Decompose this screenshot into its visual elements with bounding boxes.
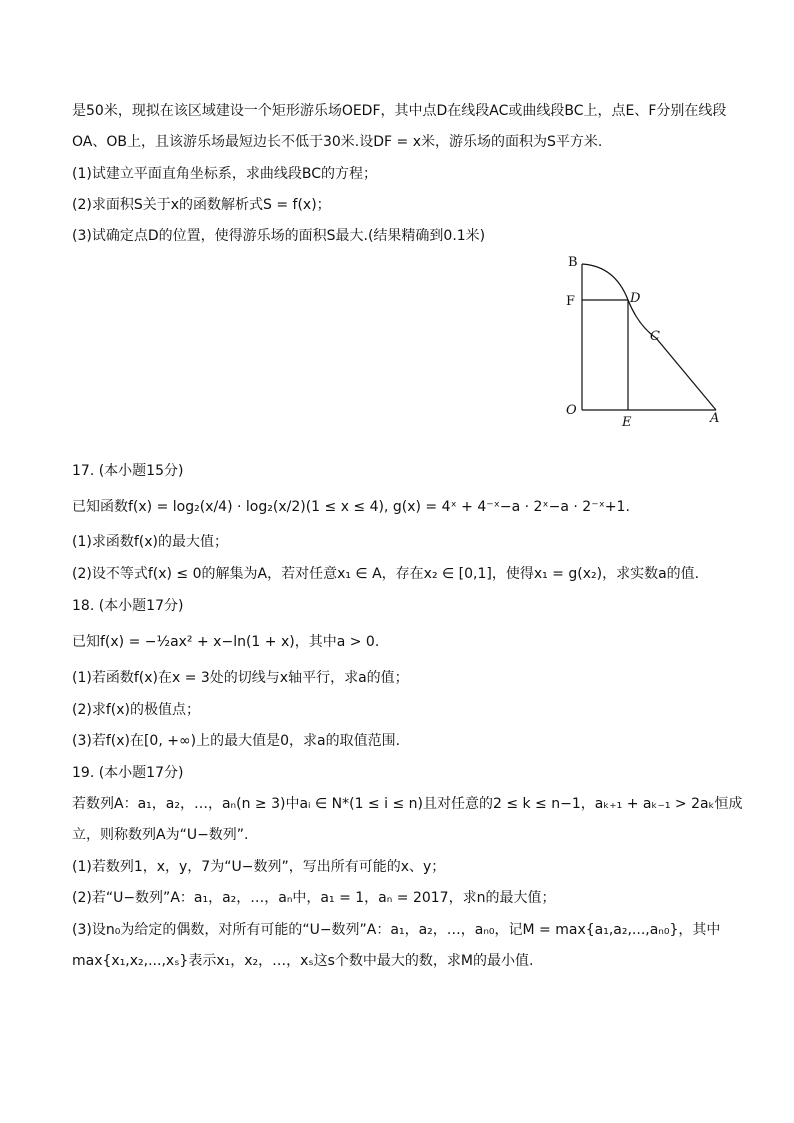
label-d: D [630,291,641,306]
problem-16-part-2: (2)求面积S关于x的函数解析式S = f(x)； [72,197,331,213]
problem-16-part-1: (1)试建立平面直角坐标系，求曲线段BC的方程； [72,166,377,182]
problem-16-intro-line-1: 是50米，现拟在该区域建设一个矩形游乐场OEDF，其中点D在线段AC或曲线段BC上，点E、F分别在线段 [72,103,727,119]
geometry-figure [560,250,730,430]
problem-16-part-3: (3)试确定点D的位置，使得游乐场的面积S最大.(结果精确到0.1米) [72,228,486,244]
label-e: E [622,415,632,430]
label-o: O [566,403,577,418]
problem-18-statement: 已知f(x) = −½ax² + x−ln(1 + x)，其中a > 0. [72,634,380,650]
problem-19-statement-line-2: 立，则称数列A为“U−数列”. [72,827,249,843]
problem-19-header: 19. (本小题17分) [72,765,184,781]
problem-17-part-2: (2)设不等式f(x) ≤ 0的解集为A，若对任意x₁ ∈ A，存在x₂ ∈ [0,1]，使得x₁ = g(x₂)，求实数a的值. [72,566,700,582]
problem-18-part-1: (1)若函数f(x)在x = 3处的切线与x轴平行，求a的值； [72,670,409,686]
problem-18-part-2: (2)求f(x)的极值点； [72,702,200,718]
problem-17-part-1: (1)求函数f(x)的最大值； [72,534,228,550]
problem-17-statement: 已知函数f(x) = log₂(x/4) · log₂(x/2)(1 ≤ x ≤ 4), g(x) = 4ˣ + 4⁻ˣ−a · 2ˣ−a · 2⁻ˣ+1. [72,499,630,515]
problem-17-header: 17. (本小题15分) [72,463,184,479]
problem-18-part-3: (3)若f(x)在[0, +∞)上的最大值是0，求a的取值范围. [72,733,401,749]
problem-19-part-3-line-2: max{x₁,x₂,...,xₛ}表示x₁，x₂，…，xₛ这s个数中最大的数，求M的最小值. [72,953,534,969]
label-c: C [650,329,660,344]
label-b: B [568,255,578,270]
problem-19-part-3-line-1: (3)设n₀为给定的偶数，对所有可能的“U−数列”A：a₁，a₂，…，aₙ₀，记M = max{a₁,a₂,...,aₙ₀}，其中 [72,922,721,938]
problem-16-intro-line-2: OA、OB上，且该游乐场最短边长不低于30米.设DF = x米，游乐场的面积为S平方米. [72,134,603,150]
curve-bc-and-segment-ca [582,264,716,410]
problem-19-statement-line-1: 若数列A：a₁，a₂，…，aₙ(n ≥ 3)中aᵢ ∈ N*(1 ≤ i ≤ n)且对任意的2 ≤ k ≤ n−1，aₖ₊₁ + aₖ₋₁ > 2aₖ恒成 [72,796,743,812]
problem-18-header: 18. (本小题17分) [72,598,184,614]
problem-19-part-1: (1)若数列1，x，y，7为“U−数列”，写出所有可能的x、y； [72,859,446,875]
label-f: F [566,294,576,309]
problem-19-part-2: (2)若“U−数列”A：a₁，a₂，…，aₙ中，a₁ = 1，aₙ = 2017，求n的最大值； [72,890,556,906]
label-a: A [710,411,720,426]
